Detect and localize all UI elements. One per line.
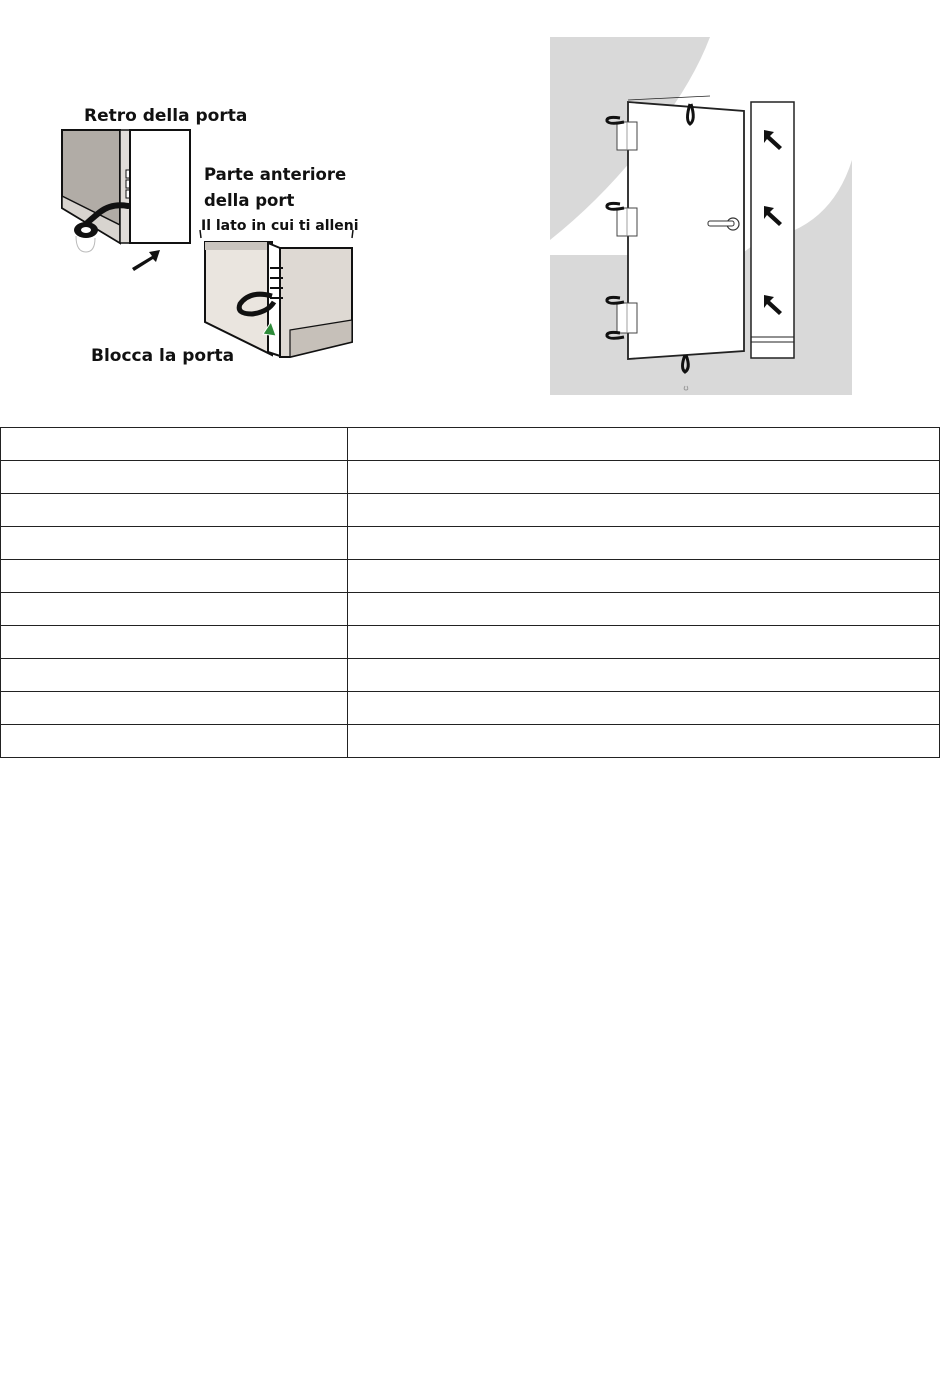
table-cell-label — [1, 593, 348, 626]
table-row — [1, 725, 940, 758]
table-cell-value — [348, 725, 940, 758]
table-row — [1, 659, 940, 692]
spec-table — [0, 427, 940, 758]
table-cell-value — [348, 626, 940, 659]
door-anchor-installation-illustration — [50, 100, 380, 370]
table-row — [1, 692, 940, 725]
table-cell-value — [348, 461, 940, 494]
table-cell-label — [1, 428, 348, 461]
front-of-door-label-line2: della port — [204, 191, 295, 210]
back-of-door-label: Retro della porta — [84, 106, 248, 126]
table-cell-value — [348, 560, 940, 593]
lock-door-label: Blocca la porta — [91, 346, 235, 366]
front-of-door-label-line1: Parte anteriore — [204, 165, 347, 184]
table-row — [1, 494, 940, 527]
table-cell-label — [1, 560, 348, 593]
table-cell-value — [348, 659, 940, 692]
table-row — [1, 626, 940, 659]
table-cell-label — [1, 692, 348, 725]
table-cell-label — [1, 527, 348, 560]
table-cell-label — [1, 659, 348, 692]
table-cell-label — [1, 461, 348, 494]
table-cell-value — [348, 593, 940, 626]
hinge-icon — [617, 122, 637, 150]
table-cell-label — [1, 494, 348, 527]
anchor-positions-illustration — [550, 37, 852, 395]
arrow-icon — [132, 250, 160, 271]
table-row — [1, 428, 940, 461]
table-row — [1, 593, 940, 626]
table-cell-value — [348, 494, 940, 527]
table-cell-label — [1, 626, 348, 659]
table-cell-value — [348, 527, 940, 560]
table-row — [1, 461, 940, 494]
table-row — [1, 527, 940, 560]
table-cell-value — [348, 692, 940, 725]
table-row — [1, 560, 940, 593]
table-cell-value — [348, 428, 940, 461]
table-cell-label — [1, 725, 348, 758]
training-side-label: Il lato in cui ti alleni — [201, 218, 359, 234]
